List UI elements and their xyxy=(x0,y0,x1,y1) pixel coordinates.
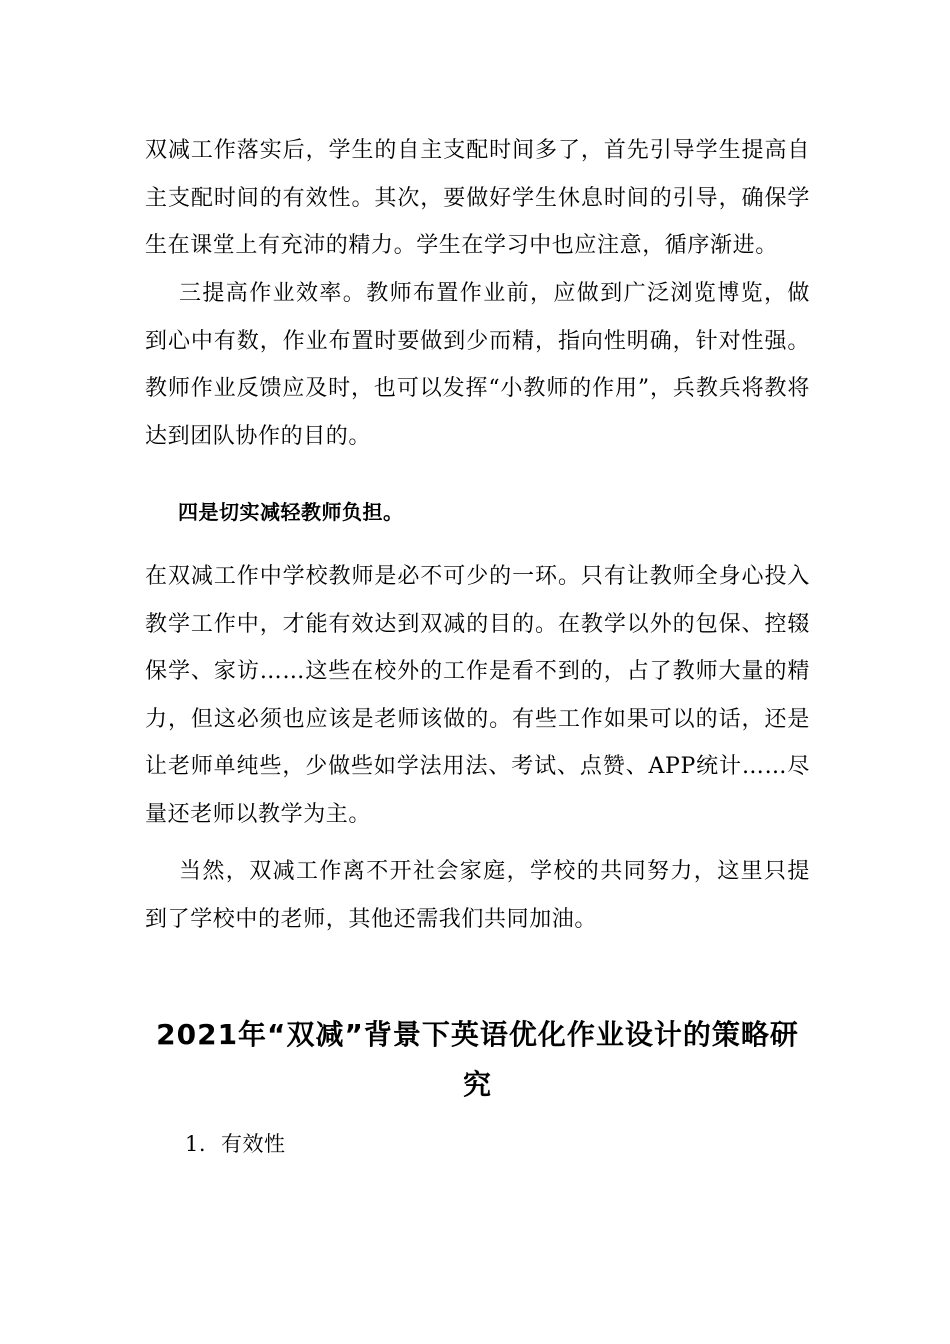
article-title: 2021年“双减”背景下英语优化作业设计的策略研究 xyxy=(156,1018,799,1101)
list-item-number: 1. xyxy=(185,1132,207,1156)
body-paragraph: 三提高作业效率。教师布置作业前，应做到广泛浏览博览，做到心中有数，作业布置时要做到少而精，指向性明确，针对性强。教师作业反馈应及时，也可以发挥“小教师的作用”，兵教兵将教将达到团队协作的目的。 xyxy=(145,281,810,449)
body-paragraph: 双减工作落实后，学生的自主支配时间多了，首先引导学生提高自主支配时间的有效性。其次，要做好学生休息时间的引导，确保学生在课堂上有充沛的精力。学生在学习中也应注意，循序渐进。 xyxy=(145,138,810,258)
body-paragraph: 当然，双减工作离不开社会家庭，学校的共同努力，这里只提到了学校中的老师，其他还需我们共同加油。 xyxy=(145,859,810,932)
list-item-text: 有效性 xyxy=(221,1132,286,1156)
list-item xyxy=(185,1122,286,1166)
section-heading: 四是切实减轻教师负担。 xyxy=(178,500,404,524)
body-paragraph: 在双减工作中学校教师是必不可少的一环。只有让教师全身心投入教学工作中，才能有效达到双减的目的。在教学以外的包保、控辍保学、家访……这些在校外的工作是看不到的，占了教师大量的精力，但这必须也应该是老师该做的。有些工作如果可以的话，还是让老师单纯些，少做些如学法用法、考试、点赞、APP统计……尽量还老师以教学为主。 xyxy=(145,564,810,827)
